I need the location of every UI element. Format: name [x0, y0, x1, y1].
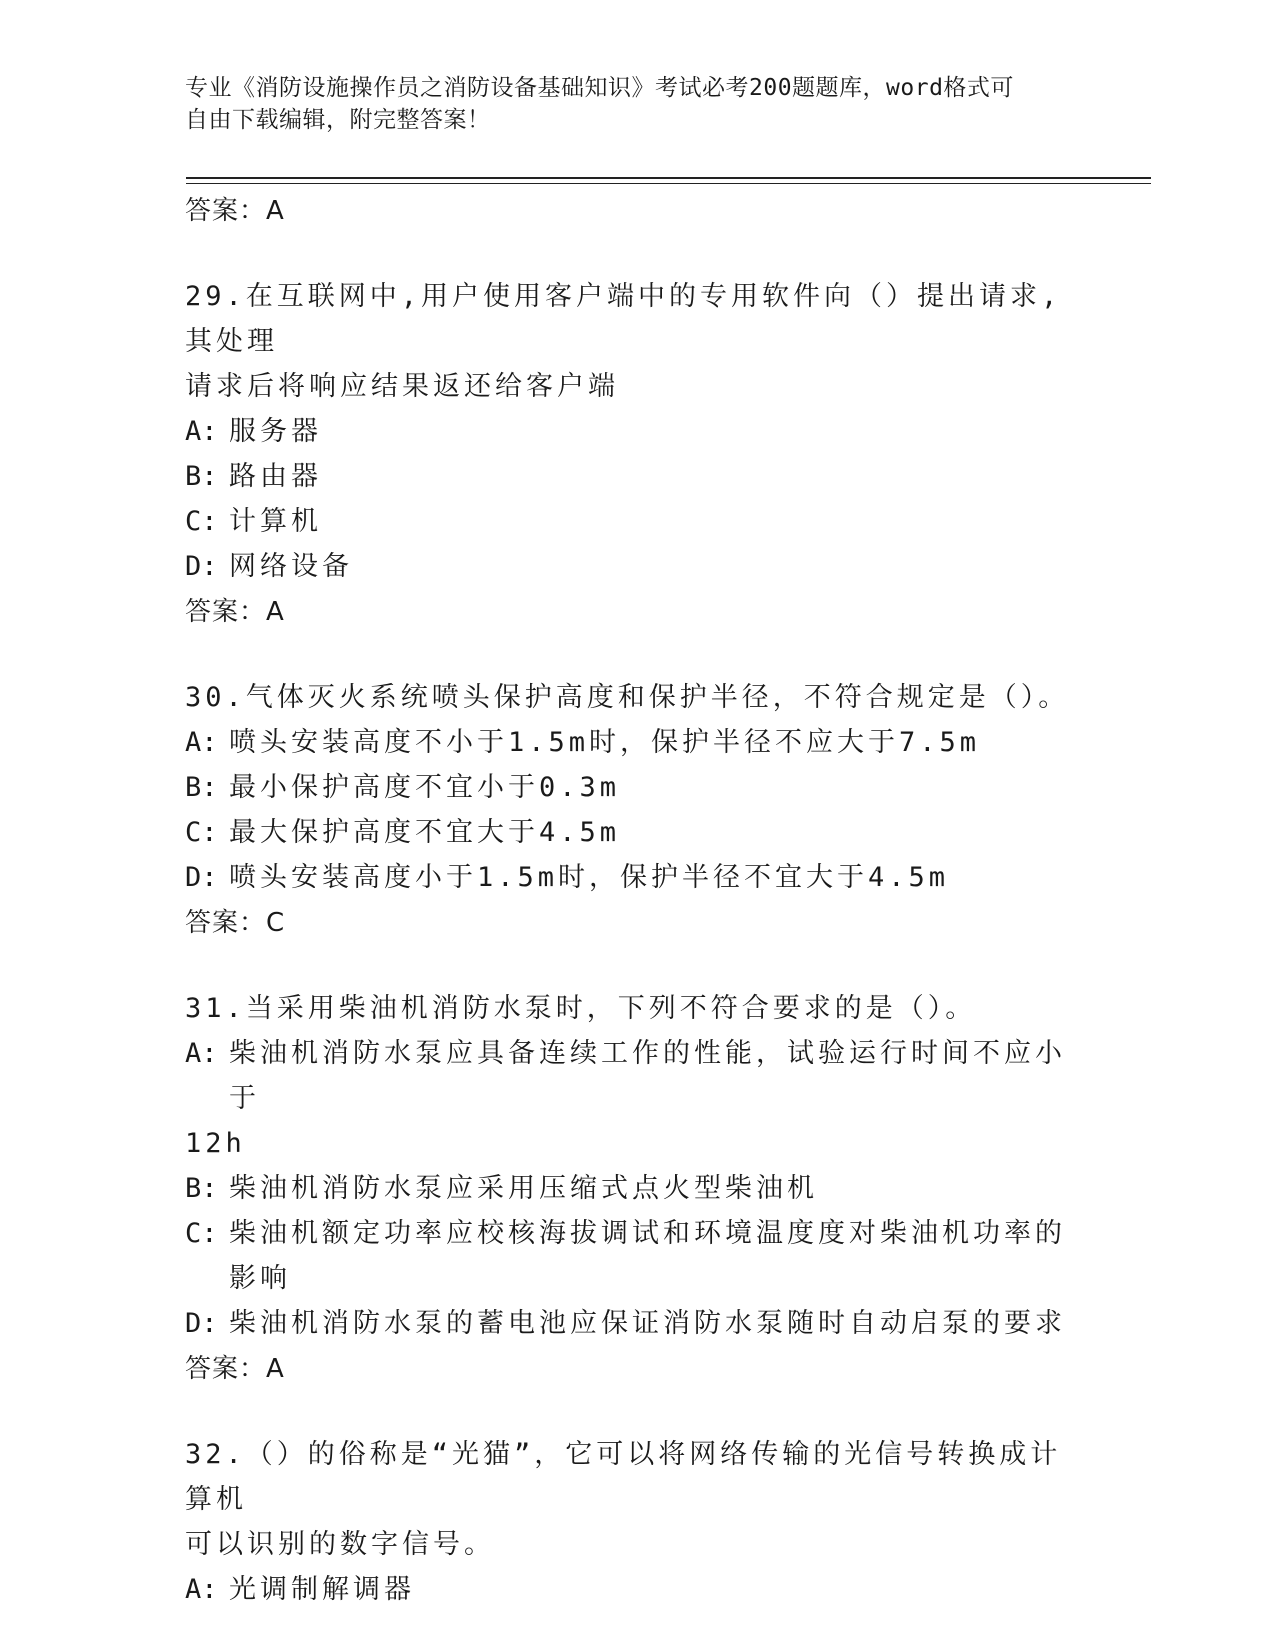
option-key: A: — [185, 416, 218, 447]
option-key: D: — [185, 551, 218, 582]
answer-line — [185, 1346, 1085, 1392]
option-text: 路由器 — [229, 461, 322, 492]
option-key: B: — [185, 1173, 218, 1204]
question-list — [185, 188, 1085, 1612]
option-a — [185, 409, 1085, 454]
option-key: A: — [185, 727, 218, 758]
answer-label: 答案： — [185, 908, 267, 938]
option-text: 柴油机额定功率应校核海拔调试和环境温度度对柴油机功率的影响 — [229, 1218, 1066, 1294]
question-block-29 — [185, 274, 1085, 635]
option-text: 柴油机消防水泵应采用压缩式点火型柴油机 — [229, 1173, 818, 1204]
question-stem-continued: 可以识别的数字信号。 — [185, 1529, 495, 1560]
question-stem: 31.当采用柴油机消防水泵时，下列不符合要求的是（）。 — [185, 993, 977, 1024]
question-stem-continued: 请求后将响应结果返还给客户端 — [185, 371, 619, 402]
option-key: C: — [185, 1218, 218, 1249]
option-key: D: — [185, 862, 218, 893]
option-b — [185, 765, 1085, 810]
question-stem: 30.气体灭火系统喷头保护高度和保护半径，不符合规定是（）。 — [185, 682, 1070, 713]
option-key: C: — [185, 817, 218, 848]
option-text: 喷头安装高度小于1.5m时，保护半径不宜大于4.5m — [229, 862, 950, 893]
answer-label: 答案： — [185, 1354, 267, 1384]
option-text: 最大保护高度不宜大于4.5m — [229, 817, 621, 848]
option-a-continued: 12h — [185, 1128, 246, 1159]
option-text: 柴油机消防水泵的蓄电池应保证消防水泵随时自动启泵的要求 — [229, 1308, 1066, 1339]
option-text: 计算机 — [229, 506, 322, 537]
option-a — [185, 1567, 1085, 1612]
option-text: 光调制解调器 — [229, 1574, 415, 1605]
option-c — [185, 810, 1085, 855]
question-block-30 — [185, 675, 1085, 946]
option-key: C: — [185, 506, 218, 537]
answer-label: 答案： — [185, 597, 267, 627]
option-key: D: — [185, 1308, 218, 1339]
option-text: 网络设备 — [229, 551, 353, 582]
option-b — [185, 454, 1085, 499]
option-text: 喷头安装高度不小于1.5m时，保护半径不应大于7.5m — [229, 727, 981, 758]
answer-label: 答案： — [185, 196, 267, 226]
option-text: 最小保护高度不宜小于0.3m — [229, 772, 621, 803]
option-a — [185, 720, 1085, 765]
answer-value: C — [266, 908, 286, 938]
option-key: B: — [185, 461, 218, 492]
option-key: A: — [185, 1574, 218, 1605]
option-key: A: — [185, 1038, 218, 1069]
answer-value: A — [266, 196, 285, 226]
header-divider — [186, 177, 1151, 184]
option-c — [185, 1211, 1085, 1301]
option-d — [185, 1301, 1085, 1346]
question-block-31 — [185, 986, 1085, 1392]
option-text: 柴油机消防水泵应具备连续工作的性能，试验运行时间不应小于 — [229, 1038, 1066, 1114]
option-d — [185, 855, 1085, 900]
option-a — [185, 1031, 1085, 1121]
answer-line — [185, 188, 1085, 234]
option-d — [185, 544, 1085, 589]
answer-value: A — [266, 597, 285, 627]
question-stem: 29.在互联网中,用户使用客户端中的专用软件向（）提出请求,其处理 — [185, 281, 1062, 357]
answer-line — [185, 900, 1085, 946]
header-title-line-2: 自由下载编辑，附完整答案！ — [185, 107, 491, 133]
answer-value: A — [266, 1354, 285, 1384]
header-title-line-1: 专业《消防设施操作员之消防设备基础知识》考试必考200题题库，word格式可 — [185, 75, 1014, 101]
answer-line — [185, 589, 1085, 635]
option-c — [185, 499, 1085, 544]
question-stem: 32.（）的俗称是“光猫”，它可以将网络传输的光信号转换成计算机 — [185, 1439, 1062, 1515]
question-block-32 — [185, 1432, 1085, 1612]
option-b — [185, 1166, 1085, 1211]
option-text: 服务器 — [229, 416, 322, 447]
document-header — [185, 72, 1065, 136]
option-key: B: — [185, 772, 218, 803]
